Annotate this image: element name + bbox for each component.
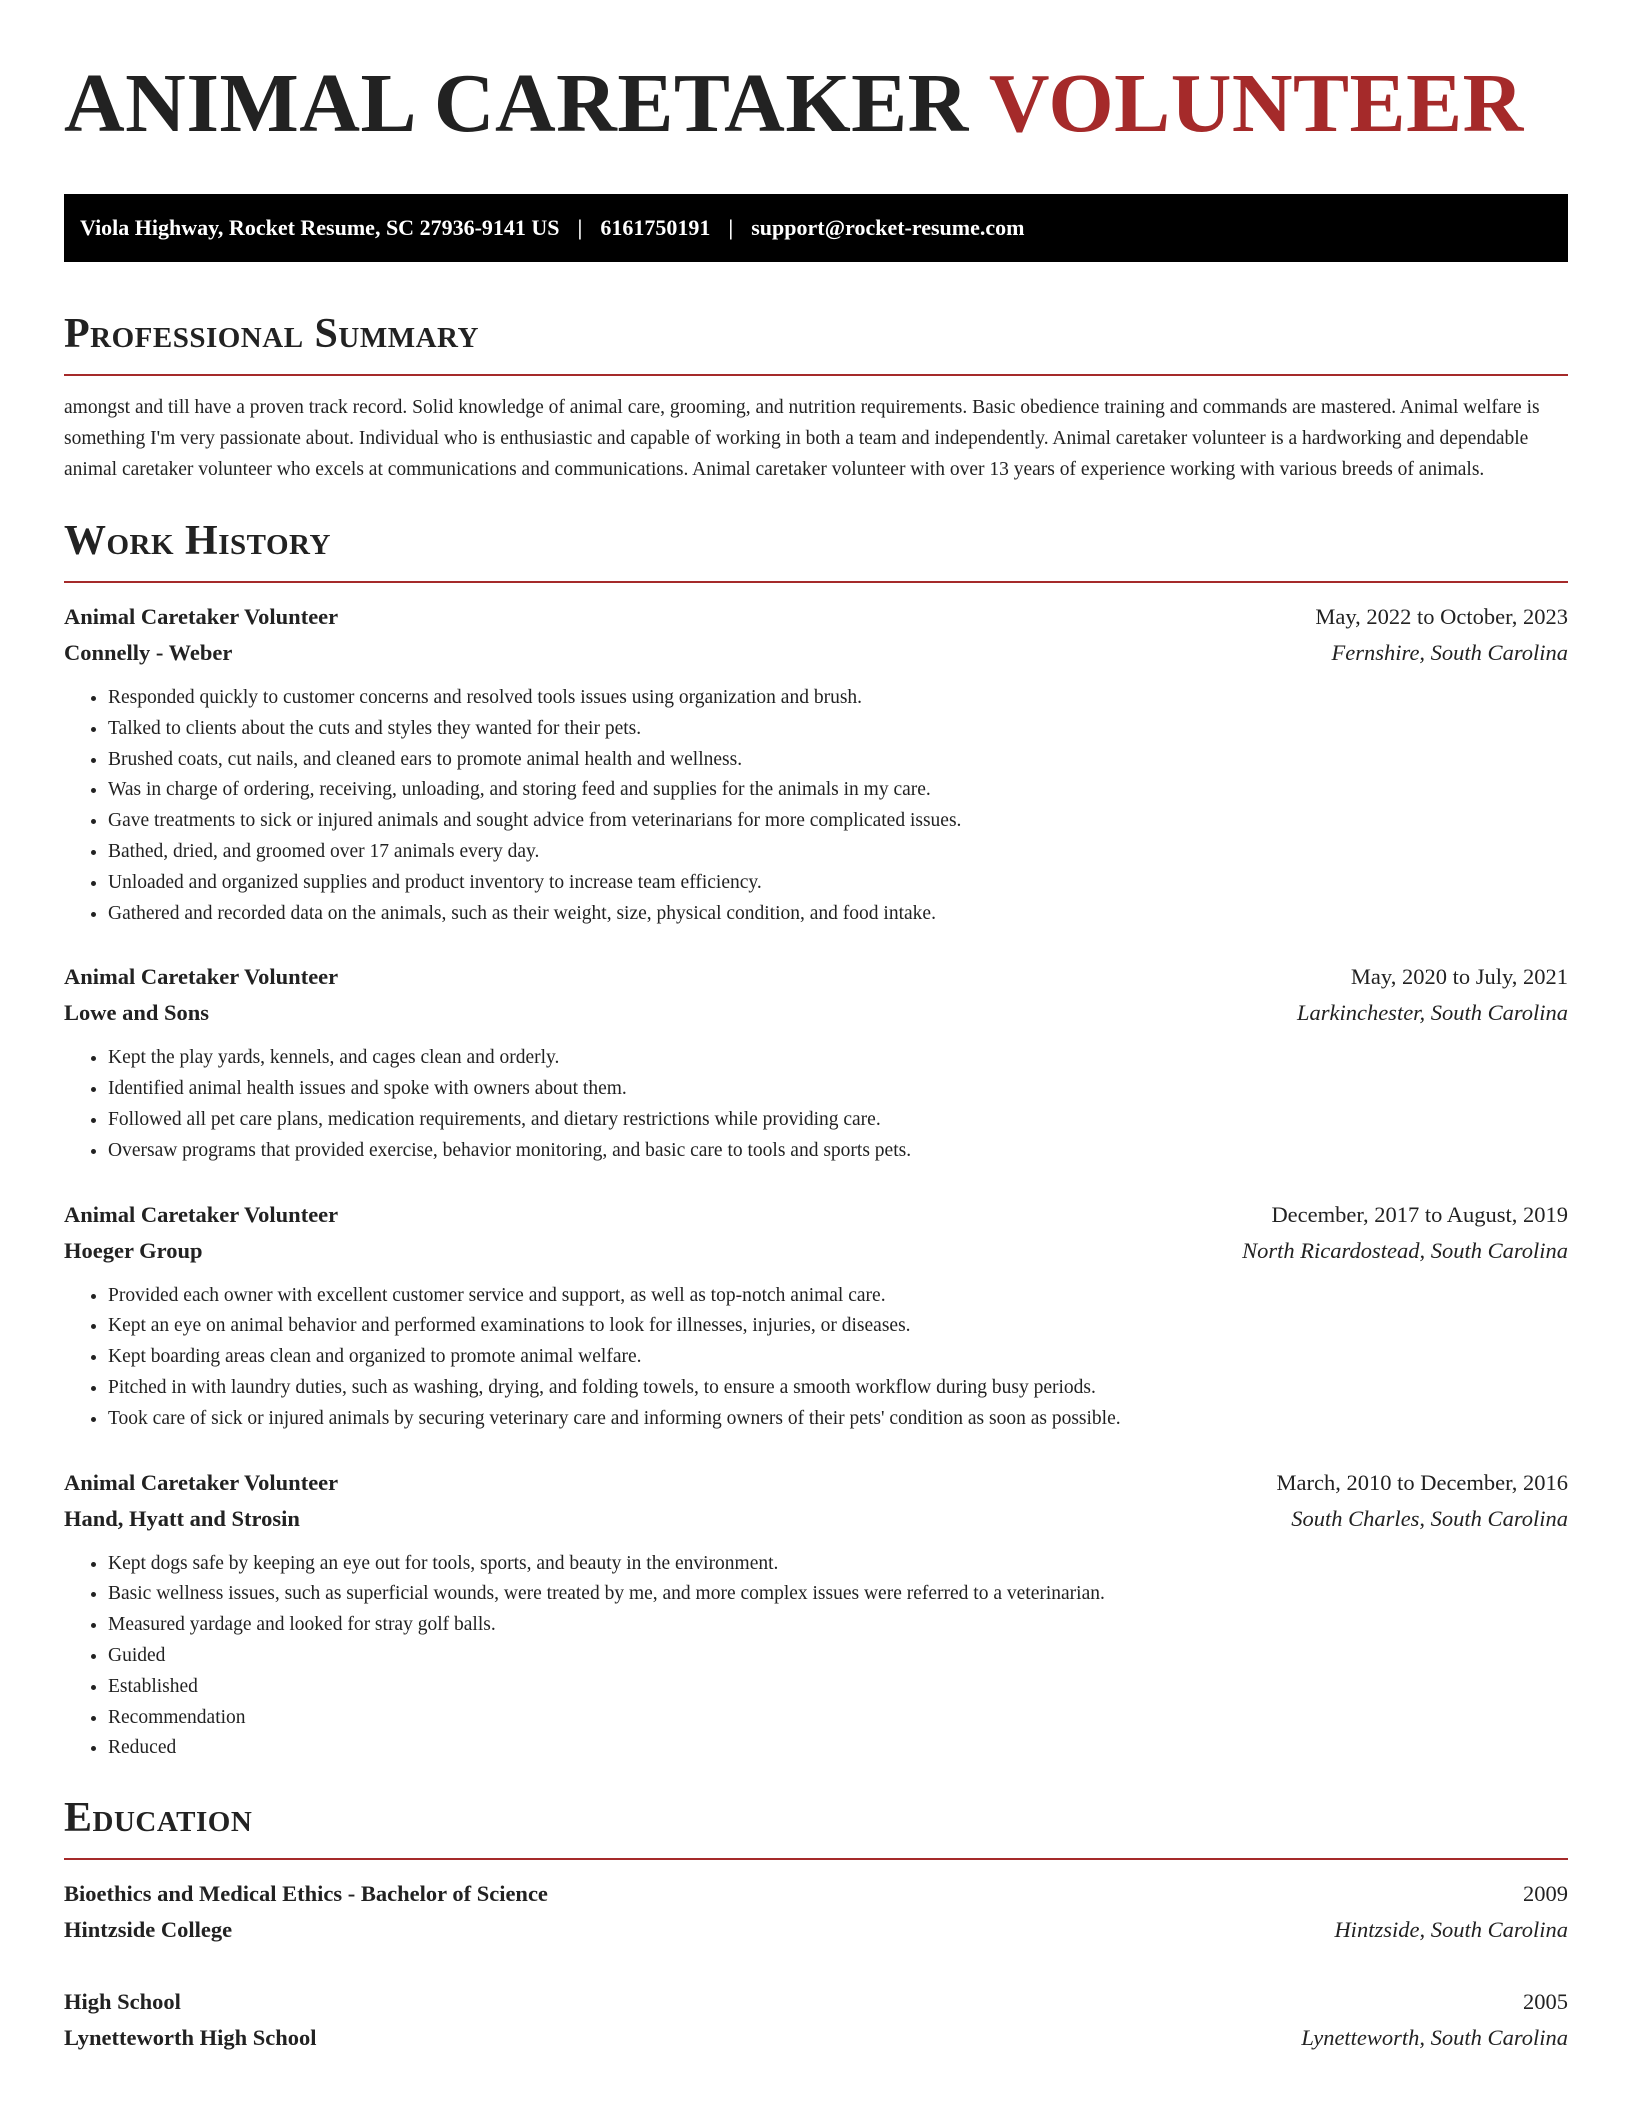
education-entry <box>64 1876 1568 1948</box>
job-company: Hoeger Group <box>64 1237 203 1263</box>
job-role: Animal Caretaker Volunteer <box>64 604 339 629</box>
job-bullet: • Measured yardage and looked for stray golf balls. <box>108 1610 1568 1641</box>
resume-name <box>64 56 1568 152</box>
job-bullets <box>64 1281 1568 1435</box>
job-bullet: • Responded quickly to customer concerns and resolved tools issues using organization and brush. <box>108 683 1568 714</box>
job-bullet: • Reduced <box>108 1733 1568 1764</box>
section-title-summary: Professional Summary <box>64 311 479 357</box>
education-school: Hintzside College <box>64 1917 233 1943</box>
job-bullet: • Followed all pet care plans, medication requirements, and dietary restrictions while providing care. <box>108 1105 1568 1136</box>
job-bullet: • Was in charge of ordering, receiving, unloading, and storing feed and supplies for the animals in my care. <box>108 775 1568 806</box>
job-bullets <box>64 1043 1568 1166</box>
job-location: Fernshire, South Carolina <box>1331 640 1568 665</box>
job-bullet: • Basic wellness issues, such as superficial wounds, were treated by me, and more complex issues were referred to a veterinarian. <box>108 1579 1568 1610</box>
contact-bar <box>64 194 1568 262</box>
job-bullet: • Kept dogs safe by keeping an eye out for tools, sports, and beauty in the environment. <box>108 1549 1568 1580</box>
job-bullet: • Bathed, dried, and groomed over 17 animals every day. <box>108 837 1568 868</box>
job-bullet: • Identified animal health issues and spoke with owners about them. <box>108 1074 1568 1105</box>
job-dates: May, 2022 to October, 2023 <box>1315 604 1568 629</box>
summary-text: amongst and till have a proven track record. Solid knowledge of animal care, grooming, and nutrition requirements. Basic obedience training and commands are mastered. Animal welfare is something I'm very passionate about. Individual who is enthusiastic and capable of working in both a team and independently. Animal caretaker volunteer is a hardworking and dependable animal caretaker volunteer who excels at communications and communications. Animal caretaker volunteer with over 13 years of experience working with various breeds of animals. <box>64 397 1540 480</box>
job-entry <box>64 1197 1568 1435</box>
education-list <box>64 1876 1568 2056</box>
job-company: Hand, Hyatt and Strosin <box>64 1505 300 1531</box>
contact-phone: 6161750191 <box>600 215 711 240</box>
name-accent: VOLUNTEER <box>988 57 1524 150</box>
job-bullet: • Gave treatments to sick or injured animals and sought advice from veterinarians for more complicated issues. <box>108 806 1568 837</box>
education-school: Lynetteworth High School <box>64 2025 317 2051</box>
job-bullet: • Unloaded and organized supplies and product inventory to increase team efficiency. <box>108 868 1568 899</box>
work-history-list <box>64 599 1568 1764</box>
job-company: Connelly - Weber <box>64 640 233 665</box>
job-role: Animal Caretaker Volunteer <box>64 1469 339 1495</box>
section-title-education: Education <box>64 1795 253 1842</box>
job-bullet: • Recommendation <box>108 1703 1568 1734</box>
education-location: Hintzside, South Carolina <box>1334 1917 1568 1943</box>
education-year: 2005 <box>1523 1989 1568 2015</box>
job-dates: March, 2010 to December, 2016 <box>1276 1469 1568 1495</box>
section-title-work-history: Work History <box>64 518 331 564</box>
contact-email[interactable]: support@rocket-resume.com <box>751 215 1025 240</box>
job-bullet: • Took care of sick or injured animals by securing veterinary care and informing owners of their pets' condition as soon as possible. <box>108 1404 1568 1435</box>
section-divider <box>64 374 1568 376</box>
job-location: Larkinchester, South Carolina <box>1296 1000 1568 1026</box>
job-bullet: • Pitched in with laundry duties, such as washing, drying, and folding towels, to ensure a smooth workflow during busy periods. <box>108 1373 1568 1404</box>
job-bullet: • Guided <box>108 1641 1568 1672</box>
job-bullet: • Kept an eye on animal behavior and performed examinations to look for illnesses, injuries, or diseases. <box>108 1311 1568 1342</box>
job-bullet: • Talked to clients about the cuts and styles they wanted for their pets. <box>108 714 1568 745</box>
job-bullet: • Provided each owner with excellent customer service and support, as well as top-notch animal care. <box>108 1281 1568 1312</box>
education-degree: High School <box>64 1989 181 2015</box>
contact-address: Viola Highway, Rocket Resume, SC 27936-9141 US <box>80 215 560 240</box>
job-role: Animal Caretaker Volunteer <box>64 1201 339 1227</box>
job-company: Lowe and Sons <box>64 1000 210 1026</box>
job-bullet: • Kept boarding areas clean and organized to promote animal welfare. <box>108 1342 1568 1373</box>
job-bullets <box>64 1549 1568 1765</box>
job-bullet: • Gathered and recorded data on the animals, such as their weight, size, physical condition, and food intake. <box>108 899 1568 930</box>
education-year: 2009 <box>1523 1881 1568 1907</box>
education-entry <box>64 1984 1568 2056</box>
contact-separator: | <box>728 215 734 240</box>
name-main: ANIMAL CARETAKER <box>64 57 989 150</box>
job-entry <box>64 1465 1568 1765</box>
job-bullet: • Established <box>108 1672 1568 1703</box>
job-location: North Ricardostead, South Carolina <box>1242 1237 1568 1263</box>
job-role: Animal Caretaker Volunteer <box>64 964 339 990</box>
job-bullet: • Brushed coats, cut nails, and cleaned ears to promote animal health and wellness. <box>108 745 1568 776</box>
job-entry <box>64 599 1568 929</box>
job-entry <box>64 959 1568 1166</box>
job-bullet: • Oversaw programs that provided exercise, behavior monitoring, and basic care to tools and sports pets. <box>108 1136 1568 1167</box>
job-dates: December, 2017 to August, 2019 <box>1271 1201 1568 1227</box>
education-location: Lynetteworth, South Carolina <box>1301 2025 1568 2051</box>
education-degree: Bioethics and Medical Ethics - Bachelor of Science <box>64 1881 548 1907</box>
job-location: South Charles, South Carolina <box>1291 1505 1568 1531</box>
job-dates: May, 2020 to July, 2021 <box>1350 964 1568 990</box>
job-bullet: • Kept the play yards, kennels, and cages clean and orderly. <box>108 1043 1568 1074</box>
job-bullets <box>64 683 1568 929</box>
section-divider <box>64 581 1568 583</box>
contact-separator: | <box>577 215 583 240</box>
section-divider <box>64 1858 1568 1860</box>
